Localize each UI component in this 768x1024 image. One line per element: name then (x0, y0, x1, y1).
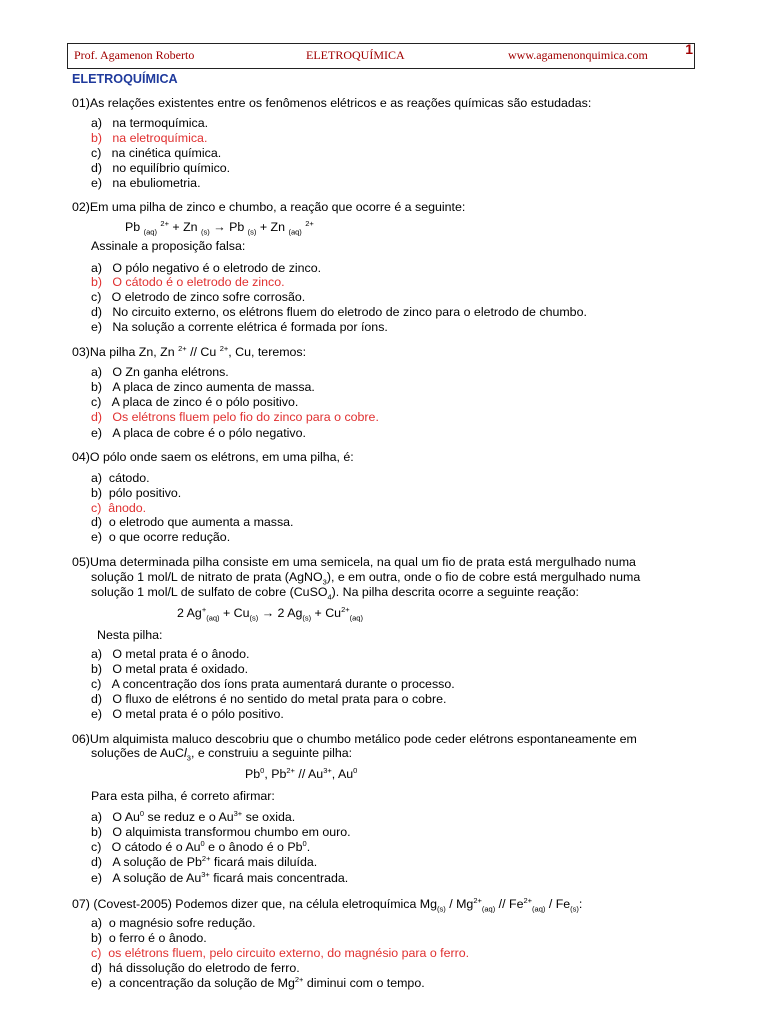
q7-option-b: b) o ferro é o ânodo. (91, 931, 207, 945)
q2-equation: Pb $_{(aq)}$ $^{2+}$ + Zn $_{(s)}$ → Pb $_{(s)}$ + Zn $_{(aq)}$ $^{2+}$ (125, 218, 314, 237)
q1-option-b: b) na eletroquímica. (91, 131, 208, 145)
q7-option-d: d) há dissolução do eletrodo de ferro. (91, 961, 300, 975)
q3-option-d: d) Os elétrons fluem pelo fio do zinco para o cobre. (91, 410, 379, 424)
q5-equation: 2 $Ag^+_{(aq)} + Cu_{(s)} \to 2$ $Ag_{(s)} + Cu^{2+}_{(aq)}$ (177, 604, 363, 623)
page-title: ELETROQUÍMICA (72, 72, 178, 86)
header-subject: ELETROQUÍMICA (306, 48, 405, 62)
q5-option-d: d) O fluxo de elétrons é no sentido do metal prata para o cobre. (91, 692, 447, 706)
q2-option-c: c) O eletrodo de zinco sofre corrosão. (91, 290, 306, 304)
header-author: Prof. Agamenon Roberto (74, 48, 195, 62)
q4-stem: 04)O pólo onde saem os elétrons, em uma pilha, é: (72, 450, 354, 464)
q2-stem: 02)Em uma pilha de zinco e chumbo, a reação que ocorre é a seguinte: (72, 200, 466, 214)
q5-option-a: a) O metal prata é o ânodo. (91, 647, 250, 661)
header-page-number: 1 (685, 41, 693, 57)
q6-option-c: c) O cátodo é o Au$^0$ e o ânodo é o Pb$^0$. (91, 838, 311, 854)
q4-option-b: b) pólo positivo. (91, 486, 182, 500)
q6-line2: soluções de AuCl$_3$, e construiu a seguinte pilha: (91, 746, 353, 763)
q3-option-b: b) A placa de zinco aumenta de massa. (91, 380, 315, 394)
q3-option-e: e) A placa de cobre é o pólo negativo. (91, 426, 306, 440)
q6-option-b: b) O alquimista transformou chumbo em ouro. (91, 825, 351, 839)
q1-option-e: e) na ebuliometria. (91, 176, 201, 190)
q1-stem: 01)As relações existentes entre os fenômenos elétricos e as reações químicas são estudadas: (72, 96, 592, 110)
q7-stem: 07) (Covest-2005) Podemos dizer que, na célula eletroquímica $Mg_{(s)} / Mg^{2+}_{(aq)} // Fe^{2+}_{(aq)} / Fe_{(s)}$: (72, 895, 583, 914)
q3-option-c: c) A placa de zinco é o pólo positivo. (91, 395, 299, 409)
q2-prompt: Assinale a proposição falsa: (91, 239, 246, 253)
q3-option-a: a) O Zn ganha elétrons. (91, 365, 229, 379)
q6-cell-notation: Pb$^0$, $Pb^{2+} // Au^{3+}$, Au$^0$ (245, 765, 358, 781)
q4-option-c: c) ânodo. (91, 501, 147, 515)
q2-option-a: a) O pólo negativo é o eletrodo de zinco. (91, 261, 322, 275)
q6-option-e: e) A solução de $Au^{3+}$ ficará mais concentrada. (91, 869, 349, 885)
q4-option-e: e) o que ocorre redução. (91, 530, 231, 544)
q1-option-a: a) na termoquímica. (91, 116, 209, 130)
arrow-icon: → (213, 220, 226, 234)
header-site: www.agamenonquimica.com (508, 48, 648, 62)
q5-line1: 05)Uma determinada pilha consiste em uma semicela, na qual um fio de prata está mergulhado numa (72, 555, 637, 569)
q5-prompt: Nesta pilha: (97, 628, 163, 642)
q1-option-c: c) na cinética química. (91, 146, 222, 160)
q7-option-e: e) a concentração da solução de $Mg^{2+}$ diminui com o tempo. (91, 974, 425, 990)
q4-option-a: a) cátodo. (91, 471, 150, 485)
q6-option-a: a) O Au$^0$ se reduz e o $Au^{3+}$ se oxida. (91, 808, 296, 824)
q3-stem: 03)Na pilha Zn, Zn $^{2+}$ // Cu $^{2+}$, Cu, teremos: (72, 343, 307, 359)
q6-prompt: Para esta pilha, é correto afirmar: (91, 789, 275, 803)
q7-option-a: a) o magnésio sofre redução. (91, 916, 256, 930)
q4-option-d: d) o eletrodo que aumenta a massa. (91, 515, 294, 529)
q2-option-b: b) O cátodo é o eletrodo de zinco. (91, 275, 285, 289)
q5-line2: solução 1 mol/L de nitrato de prata (AgNO$_3$), e em outra, onde o fio de cobre está mergulhado numa (91, 570, 641, 587)
q2-option-e: e) Na solução a corrente elétrica é formada por íons. (91, 320, 388, 334)
q5-line3: solução 1 mol/L de sulfato de cobre (CuSO$_4$). Na pilha descrita ocorre a seguinte reação: (91, 585, 579, 602)
q7-option-c: c) os elétrons fluem, pelo circuito externo, do magnésio para o ferro. (91, 946, 470, 960)
arrow-icon: → (258, 606, 278, 620)
q5-option-b: b) O metal prata é oxidado. (91, 662, 249, 676)
page-header (67, 43, 695, 69)
q6-line1: 06)Um alquimista maluco descobriu que o chumbo metálico pode ceder elétrons espontaneamente em (72, 732, 637, 746)
q6-option-d: d) A solução de $Pb^{2+}$ ficará mais diluída. (91, 853, 318, 869)
q2-option-d: d) No circuito externo, os elétrons fluem do eletrodo de zinco para o eletrodo de chumbo. (91, 305, 587, 319)
q5-option-e: e) O metal prata é o pólo positivo. (91, 707, 284, 721)
q5-option-c: c) A concentração dos íons prata aumentará durante o processo. (91, 677, 455, 691)
q1-option-d: d) no equilíbrio químico. (91, 161, 231, 175)
